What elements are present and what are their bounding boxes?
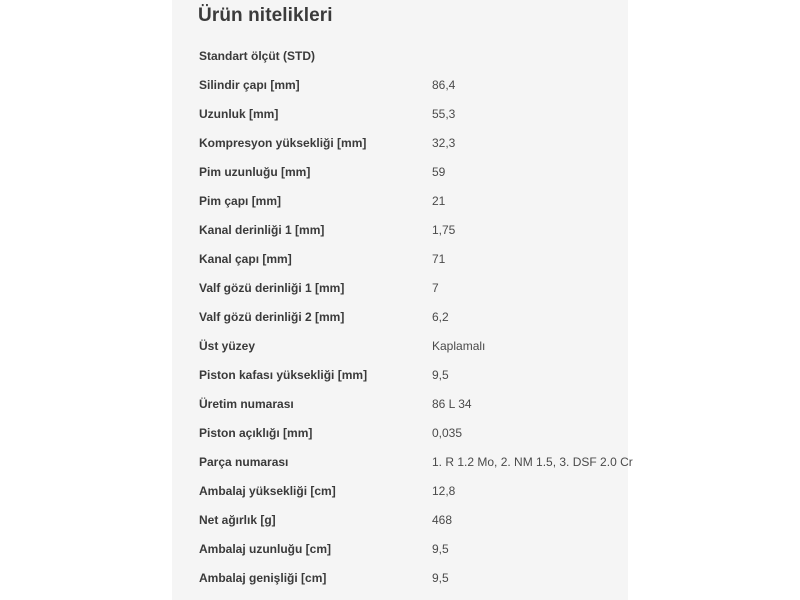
spec-value: 1. R 1.2 Mo, 2. NM 1.5, 3. DSF 2.0 Cr bbox=[432, 455, 633, 469]
spec-label: Valf gözü derinliği 1 [mm] bbox=[199, 281, 345, 295]
spec-label: Silindir çapı [mm] bbox=[199, 78, 300, 92]
spec-row bbox=[172, 535, 628, 564]
spec-row bbox=[172, 100, 628, 129]
spec-label: Üretim numarası bbox=[199, 397, 294, 411]
spec-label: Pim çapı [mm] bbox=[199, 194, 282, 208]
spec-row bbox=[172, 448, 633, 477]
spec-label: Ambalaj yüksekliği [cm] bbox=[199, 484, 336, 498]
spec-table bbox=[172, 42, 633, 593]
spec-row bbox=[172, 477, 628, 506]
spec-label: Pim uzunluğu [mm] bbox=[199, 165, 311, 179]
spec-label: Üst yüzey bbox=[199, 339, 256, 353]
spec-value: 12,8 bbox=[432, 484, 456, 498]
spec-row bbox=[172, 506, 628, 535]
spec-row bbox=[172, 303, 628, 332]
spec-value: 9,5 bbox=[432, 542, 449, 556]
spec-row bbox=[172, 332, 628, 361]
spec-row bbox=[172, 187, 628, 216]
section-title: Ürün nitelikleri bbox=[198, 5, 333, 26]
spec-value: 7 bbox=[432, 281, 439, 295]
spec-row bbox=[172, 216, 628, 245]
spec-value: 86 L 34 bbox=[432, 397, 472, 411]
spec-label: Net ağırlık [g] bbox=[199, 513, 276, 527]
spec-row bbox=[172, 158, 628, 187]
spec-row bbox=[172, 564, 628, 593]
spec-value: 59 bbox=[432, 165, 446, 179]
spec-row bbox=[172, 361, 628, 390]
spec-label: Ambalaj uzunluğu [cm] bbox=[199, 542, 331, 556]
spec-label: Standart ölçüt (STD) bbox=[199, 49, 315, 63]
spec-value: 71 bbox=[432, 252, 446, 266]
spec-label: Parça numarası bbox=[199, 455, 289, 469]
spec-row bbox=[172, 419, 628, 448]
spec-value: Kaplamalı bbox=[432, 339, 486, 353]
spec-value: 9,5 bbox=[432, 571, 449, 585]
spec-row bbox=[172, 245, 628, 274]
spec-value: 86,4 bbox=[432, 78, 456, 92]
spec-label: Ambalaj genişliği [cm] bbox=[199, 571, 327, 585]
spec-label: Piston kafası yüksekliği [mm] bbox=[199, 368, 368, 382]
spec-value: 1,75 bbox=[432, 223, 456, 237]
spec-row bbox=[172, 274, 628, 303]
spec-value: 468 bbox=[432, 513, 453, 527]
spec-row bbox=[172, 71, 628, 100]
spec-label: Piston açıklığı [mm] bbox=[199, 426, 313, 440]
spec-value: 21 bbox=[432, 194, 446, 208]
spec-value: 6,2 bbox=[432, 310, 449, 324]
spec-row bbox=[172, 390, 628, 419]
spec-label: Kanal derinliği 1 [mm] bbox=[199, 223, 325, 237]
spec-row bbox=[172, 42, 628, 71]
spec-value: 9,5 bbox=[432, 368, 449, 382]
spec-value: 32,3 bbox=[432, 136, 456, 150]
product-attributes-panel bbox=[172, 0, 633, 600]
spec-value: 0,035 bbox=[432, 426, 463, 440]
spec-label: Kompresyon yüksekliği [mm] bbox=[199, 136, 367, 150]
spec-label: Kanal çapı [mm] bbox=[199, 252, 292, 266]
spec-value: 55,3 bbox=[432, 107, 456, 121]
spec-label: Valf gözü derinliği 2 [mm] bbox=[199, 310, 345, 324]
spec-label: Uzunluk [mm] bbox=[199, 107, 279, 121]
spec-row bbox=[172, 129, 628, 158]
